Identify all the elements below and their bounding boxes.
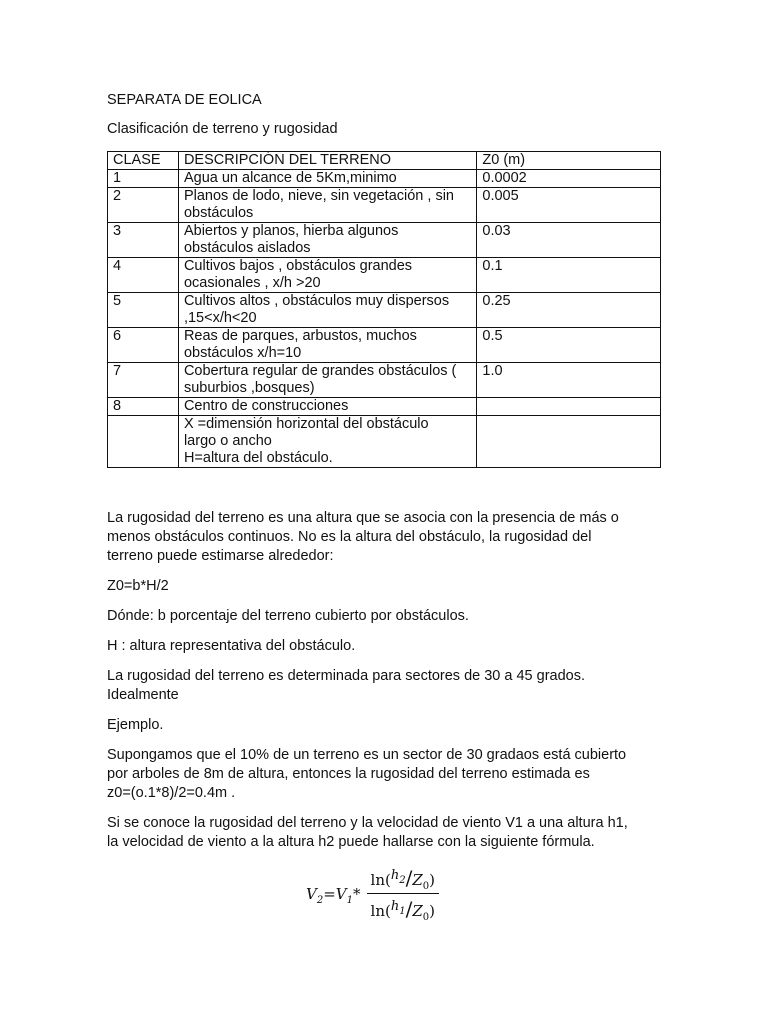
paragraph-line: z0=(o.1*8)/2=0.4m . xyxy=(107,785,236,801)
cell-descripcion xyxy=(178,188,476,223)
formula-fraction xyxy=(367,866,439,921)
cell-z0: 0.005 xyxy=(477,188,661,223)
cell-clase: 2 xyxy=(108,188,179,223)
body-paragraph xyxy=(107,667,667,705)
cell-clase: 7 xyxy=(108,363,179,398)
formula-times: * xyxy=(353,884,361,903)
table-row xyxy=(108,258,661,293)
formula-v1: $V_1$ xyxy=(335,884,354,906)
paragraph-line: Si se conoce la rugosidad del terreno y la velocidad de viento V1 a una altura h1, xyxy=(107,815,628,831)
cell-z0: 0.5 xyxy=(477,328,661,363)
paragraph-line: H : altura representativa del obstáculo. xyxy=(107,638,356,654)
cell-descripcion-line: ocasionales , x/h >20 xyxy=(183,275,321,291)
paragraph-line: Idealmente xyxy=(107,687,179,703)
cell-descripcion-line: Centro de construcciones xyxy=(183,398,349,414)
cell-clase xyxy=(108,416,179,468)
paragraph-line: Z0=b*H/2 xyxy=(107,578,169,594)
cell-z0 xyxy=(477,398,661,416)
table-row xyxy=(108,170,661,188)
cell-descripcion-line: X =dimensión horizontal del obstáculo xyxy=(183,416,429,432)
cell-descripcion-line: Cobertura regular de grandes obstáculos ( xyxy=(183,363,457,379)
cell-descripcion-line: ,15<x/h<20 xyxy=(183,310,257,326)
cell-descripcion xyxy=(178,416,476,468)
cell-clase: 6 xyxy=(108,328,179,363)
document-title: SEPARATA DE EOLICA xyxy=(107,92,262,108)
table-row xyxy=(108,398,661,416)
cell-descripcion-line: suburbios ,bosques) xyxy=(183,380,315,396)
cell-z0 xyxy=(477,416,661,468)
cell-descripcion xyxy=(178,363,476,398)
formula-lhs: $V_2$ xyxy=(306,884,324,906)
table-row xyxy=(108,416,661,468)
table-row xyxy=(108,328,661,363)
cell-clase: 4 xyxy=(108,258,179,293)
formula-numerator: $\ln(h_2/Z_0)$ xyxy=(367,866,439,894)
formula-equals: = xyxy=(323,884,336,903)
formula-denominator: $\ln(h_1/Z_0)$ xyxy=(370,897,435,923)
cell-descripcion-line: obstáculos xyxy=(183,205,254,221)
cell-descripcion xyxy=(178,258,476,293)
cell-descripcion-line: obstáculos aislados xyxy=(183,240,311,256)
header-clase: CLASE xyxy=(108,152,179,170)
cell-clase: 3 xyxy=(108,223,179,258)
terrain-roughness-table xyxy=(107,151,661,468)
table-row xyxy=(108,188,661,223)
paragraph-line: Dónde: b porcentaje del terreno cubierto por obstáculos. xyxy=(107,608,469,624)
cell-clase: 8 xyxy=(108,398,179,416)
cell-descripcion-line: Cultivos bajos , obstáculos grandes xyxy=(183,258,413,274)
paragraph-line: Ejemplo. xyxy=(107,717,164,733)
paragraph-line: la velocidad de viento a la altura h2 puede hallarse con la siguiente fórmula. xyxy=(107,834,595,850)
body-paragraph xyxy=(107,607,667,626)
cell-clase: 1 xyxy=(108,170,179,188)
cell-descripcion-line: obstáculos x/h=10 xyxy=(183,345,302,361)
cell-descripcion xyxy=(178,398,476,416)
cell-descripcion-line: H=altura del obstáculo. xyxy=(183,450,333,466)
body-paragraph xyxy=(107,637,667,656)
paragraph-line: terreno puede estimarse alrededor: xyxy=(107,548,334,564)
cell-z0: 1.0 xyxy=(477,363,661,398)
cell-descripcion-line: Reas de parques, arbustos, muchos xyxy=(183,328,417,344)
body-paragraph xyxy=(107,746,667,803)
cell-descripcion-line: Cultivos altos , obstáculos muy dispersos xyxy=(183,293,450,309)
cell-descripcion xyxy=(178,328,476,363)
table-row xyxy=(108,293,661,328)
table-row xyxy=(108,223,661,258)
body-paragraph xyxy=(107,577,667,596)
cell-descripcion-line: largo o ancho xyxy=(183,433,272,449)
paragraph-line: Supongamos que el 10% de un terreno es un sector de 30 gradaos está cubierto xyxy=(107,747,627,763)
cell-descripcion xyxy=(178,293,476,328)
cell-descripcion-line: Abiertos y planos, hierba algunos xyxy=(183,223,399,239)
paragraph-line: por arboles de 8m de altura, entonces la rugosidad del terreno estimada es xyxy=(107,766,590,782)
cell-z0: 0.0002 xyxy=(477,170,661,188)
header-descripcion: DESCRIPCIÓN DEL TERRENO xyxy=(178,152,476,170)
table-caption: Clasificación de terreno y rugosidad xyxy=(107,121,338,137)
paragraph-line: La rugosidad del terreno es determinada para sectores de 30 a 45 grados. xyxy=(107,668,586,684)
body-paragraph xyxy=(107,814,667,852)
body-paragraph xyxy=(107,716,667,735)
table-header-row xyxy=(108,152,661,170)
cell-descripcion-line: Agua un alcance de 5Km,minimo xyxy=(183,170,397,186)
wind-speed-formula xyxy=(306,866,439,921)
header-z0: Z0 (m) xyxy=(477,152,661,170)
cell-clase: 5 xyxy=(108,293,179,328)
body-paragraph xyxy=(107,509,667,566)
paragraph-line: menos obstáculos continuos. No es la altura del obstáculo, la rugosidad del xyxy=(107,529,592,545)
paragraph-line: La rugosidad del terreno es una altura que se asocia con la presencia de más o xyxy=(107,510,619,526)
table-row xyxy=(108,363,661,398)
cell-descripcion xyxy=(178,223,476,258)
cell-descripcion xyxy=(178,170,476,188)
cell-z0: 0.03 xyxy=(477,223,661,258)
body-text xyxy=(107,509,667,863)
cell-descripcion-line: Planos de lodo, nieve, sin vegetación , sin xyxy=(183,188,454,204)
cell-z0: 0.25 xyxy=(477,293,661,328)
cell-z0: 0.1 xyxy=(477,258,661,293)
